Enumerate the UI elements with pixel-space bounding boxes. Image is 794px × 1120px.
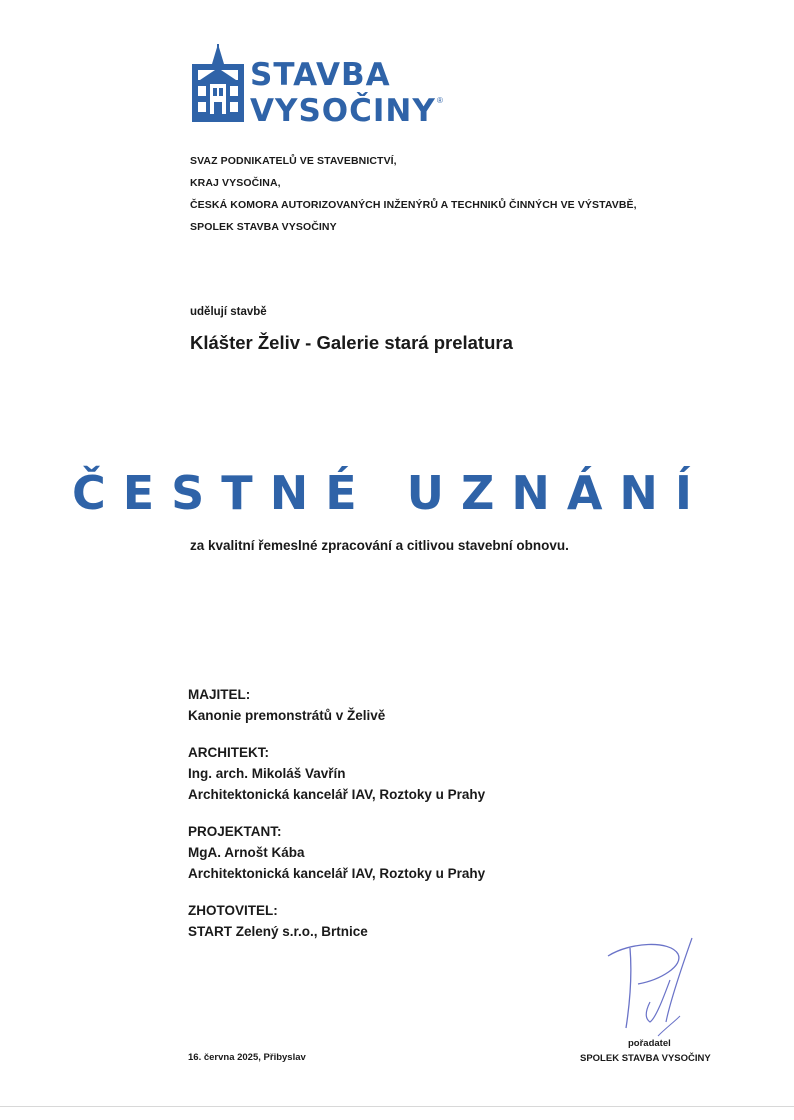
credit-value: Architektonická kancelář IAV, Roztoky u Prahy bbox=[188, 866, 486, 881]
credit-label: ARCHITEKT: bbox=[188, 745, 269, 760]
credit-value: Ing. arch. Mikoláš Vavřín bbox=[188, 766, 346, 781]
stavba-vysociny-logo bbox=[192, 44, 462, 129]
award-reason: za kvalitní řemeslné zpracování a citlivou stavební obnovu. bbox=[190, 538, 569, 553]
credit-designer bbox=[188, 821, 485, 884]
credit-label: PROJEKTANT: bbox=[188, 824, 282, 839]
organization-line: KRAJ VYSOČINA, bbox=[190, 177, 281, 189]
credit-value: MgA. Arnošt Kába bbox=[188, 845, 305, 860]
awarding-organizations bbox=[190, 150, 637, 238]
organization-line: SVAZ PODNIKATELŮ VE STAVEBNICTVÍ, bbox=[190, 155, 397, 167]
logo-text-line2: VYSOČINY bbox=[250, 93, 436, 129]
organizer-name: SPOLEK STAVBA VYSOČINY bbox=[580, 1053, 711, 1064]
date-and-place: 16. června 2025, Přibyslav bbox=[188, 1052, 306, 1063]
credit-contractor bbox=[188, 900, 485, 942]
organizer-role: pořadatel bbox=[628, 1038, 671, 1049]
organization-line: SPOLEK STAVBA VYSOČINY bbox=[190, 221, 337, 233]
intro-text: udělují stavbě bbox=[190, 306, 267, 318]
credit-value: Architektonická kancelář IAV, Roztoky u Prahy bbox=[188, 787, 486, 802]
credit-label: MAJITEL: bbox=[188, 687, 251, 702]
logo-text-line1: STAVBA bbox=[250, 57, 391, 93]
tower-logo-icon bbox=[192, 44, 244, 122]
credits-section bbox=[188, 684, 485, 958]
scan-edge-divider bbox=[0, 1106, 794, 1107]
registered-mark: ® bbox=[437, 96, 443, 105]
credit-value: START Zelený s.r.o., Brtnice bbox=[188, 924, 368, 939]
credit-architect bbox=[188, 742, 485, 805]
certificate-title: ČESTNÉ UZNÁNÍ bbox=[72, 466, 710, 520]
organization-line: ČESKÁ KOMORA AUTORIZOVANÝCH INŽENÝRŮ A TECHNIKŮ ČINNÝCH VE VÝSTAVBĚ, bbox=[190, 199, 637, 211]
credit-value: Kanonie premonstrátů v Želivě bbox=[188, 708, 386, 723]
credit-label: ZHOTOVITEL: bbox=[188, 903, 278, 918]
building-name: Klášter Želiv - Galerie stará prelatura bbox=[190, 332, 513, 353]
credit-owner bbox=[188, 684, 485, 726]
handwritten-signature bbox=[600, 932, 710, 1042]
